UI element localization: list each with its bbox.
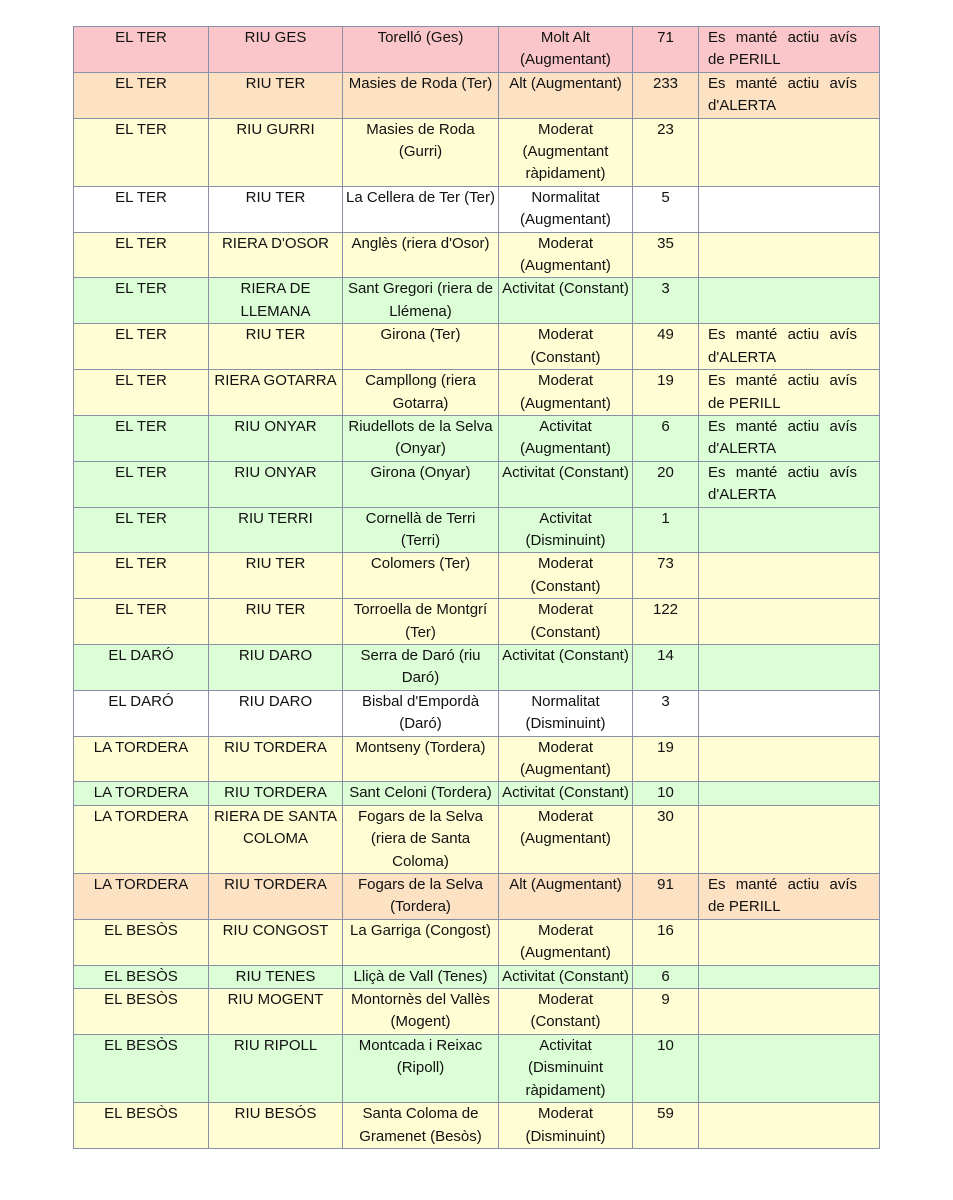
table-row [74, 278, 880, 324]
status-cell: Alt (Augmentant) [499, 72, 633, 118]
warning-note-cell: Es manté actiu avís d'ALERTA [699, 415, 880, 461]
value-cell: 91 [633, 874, 699, 920]
warning-note-cell: Es manté actiu avís d'ALERTA [699, 324, 880, 370]
table-row [74, 415, 880, 461]
river-cell: RIU TER [209, 324, 343, 370]
basin-cell: EL TER [74, 118, 209, 186]
warning-note-cell [699, 1103, 880, 1149]
river-cell: RIU TER [209, 553, 343, 599]
basin-cell: EL BESÒS [74, 1034, 209, 1102]
river-cell: RIU ONYAR [209, 415, 343, 461]
station-cell: Campllong (riera Gotarra) [343, 370, 499, 416]
station-cell: Serra de Daró (riu Daró) [343, 644, 499, 690]
status-cell: Activitat (Constant) [499, 782, 633, 805]
value-cell: 59 [633, 1103, 699, 1149]
status-cell: Activitat (Constant) [499, 965, 633, 988]
status-cell: Moderat (Constant) [499, 324, 633, 370]
river-cell: RIU TENES [209, 965, 343, 988]
warning-note-cell [699, 805, 880, 873]
basin-cell: EL TER [74, 186, 209, 232]
station-cell: Fogars de la Selva (riera de Santa Coloma) [343, 805, 499, 873]
warning-note-cell [699, 232, 880, 278]
basin-cell: EL TER [74, 599, 209, 645]
station-cell: Anglès (riera d'Osor) [343, 232, 499, 278]
table-row [74, 370, 880, 416]
status-cell: Moderat (Disminuint) [499, 1103, 633, 1149]
table-body [74, 27, 880, 1149]
status-cell: Moderat (Augmentant) [499, 736, 633, 782]
warning-note-cell [699, 644, 880, 690]
warning-note-cell [699, 186, 880, 232]
table-row [74, 965, 880, 988]
warning-note-cell: Es manté actiu avís d'ALERTA [699, 461, 880, 507]
warning-note-cell: Es manté actiu avís de PERILL [699, 370, 880, 416]
value-cell: 71 [633, 27, 699, 73]
table-row [74, 690, 880, 736]
value-cell: 6 [633, 415, 699, 461]
river-cell: RIU GES [209, 27, 343, 73]
station-cell: Montseny (Tordera) [343, 736, 499, 782]
status-cell: Activitat (Constant) [499, 461, 633, 507]
status-cell: Moderat (Augmentant) [499, 370, 633, 416]
warning-note-cell [699, 278, 880, 324]
station-cell: Masies de Roda (Ter) [343, 72, 499, 118]
value-cell: 16 [633, 919, 699, 965]
station-cell: Cornellà de Terri (Terri) [343, 507, 499, 553]
river-cell: RIU RIPOLL [209, 1034, 343, 1102]
value-cell: 73 [633, 553, 699, 599]
table-row [74, 27, 880, 73]
basin-cell: EL TER [74, 507, 209, 553]
river-cell: RIU TORDERA [209, 874, 343, 920]
basin-cell: LA TORDERA [74, 782, 209, 805]
basin-cell: EL TER [74, 232, 209, 278]
station-cell: Montcada i Reixac (Ripoll) [343, 1034, 499, 1102]
river-cell: RIU TER [209, 72, 343, 118]
river-cell: RIU TORDERA [209, 782, 343, 805]
status-cell: Normalitat (Disminuint) [499, 690, 633, 736]
warning-note-cell [699, 1034, 880, 1102]
table-row [74, 989, 880, 1035]
status-cell: Moderat (Constant) [499, 989, 633, 1035]
station-cell: Colomers (Ter) [343, 553, 499, 599]
basin-cell: EL TER [74, 553, 209, 599]
table-row [74, 599, 880, 645]
basin-cell: EL TER [74, 324, 209, 370]
station-cell: Bisbal d'Empordà (Daró) [343, 690, 499, 736]
station-cell: Girona (Ter) [343, 324, 499, 370]
river-cell: RIERA DE SANTA COLOMA [209, 805, 343, 873]
station-cell: Lliçà de Vall (Tenes) [343, 965, 499, 988]
warning-note-cell [699, 690, 880, 736]
basin-cell: LA TORDERA [74, 874, 209, 920]
river-levels-table [73, 26, 880, 1149]
status-cell: Moderat (Constant) [499, 599, 633, 645]
status-cell: Activitat (Constant) [499, 644, 633, 690]
value-cell: 30 [633, 805, 699, 873]
river-cell: RIU ONYAR [209, 461, 343, 507]
warning-note-cell [699, 989, 880, 1035]
status-cell: Moderat (Augmentant) [499, 805, 633, 873]
value-cell: 9 [633, 989, 699, 1035]
station-cell: Fogars de la Selva (Tordera) [343, 874, 499, 920]
warning-note-cell: Es manté actiu avís de PERILL [699, 27, 880, 73]
table-row [74, 507, 880, 553]
status-cell: Moderat (Constant) [499, 553, 633, 599]
value-cell: 6 [633, 965, 699, 988]
river-cell: RIU TERRI [209, 507, 343, 553]
station-cell: La Garriga (Congost) [343, 919, 499, 965]
river-cell: RIU GURRI [209, 118, 343, 186]
table-row [74, 736, 880, 782]
warning-note-cell [699, 919, 880, 965]
basin-cell: EL DARÓ [74, 690, 209, 736]
warning-note-cell [699, 507, 880, 553]
river-cell: RIU MOGENT [209, 989, 343, 1035]
basin-cell: EL TER [74, 370, 209, 416]
river-cell: RIU TER [209, 186, 343, 232]
value-cell: 1 [633, 507, 699, 553]
table-row [74, 72, 880, 118]
value-cell: 10 [633, 1034, 699, 1102]
status-cell: Normalitat (Augmentant) [499, 186, 633, 232]
station-cell: La Cellera de Ter (Ter) [343, 186, 499, 232]
station-cell: Riudellots de la Selva (Onyar) [343, 415, 499, 461]
basin-cell: LA TORDERA [74, 736, 209, 782]
status-cell: Moderat (Augmentant) [499, 919, 633, 965]
status-cell: Moderat (Augmentant) [499, 232, 633, 278]
station-cell: Montornès del Vallès (Mogent) [343, 989, 499, 1035]
basin-cell: EL TER [74, 415, 209, 461]
status-cell: Activitat (Augmentant) [499, 415, 633, 461]
status-cell: Moderat (Augmentant ràpidament) [499, 118, 633, 186]
basin-cell: EL BESÒS [74, 965, 209, 988]
river-cell: RIU TORDERA [209, 736, 343, 782]
table-row [74, 805, 880, 873]
table-row [74, 644, 880, 690]
value-cell: 49 [633, 324, 699, 370]
status-cell: Activitat (Disminuint) [499, 507, 633, 553]
station-cell: Torelló (Ges) [343, 27, 499, 73]
warning-note-cell [699, 736, 880, 782]
status-cell: Molt Alt (Augmentant) [499, 27, 633, 73]
basin-cell: EL BESÒS [74, 989, 209, 1035]
value-cell: 233 [633, 72, 699, 118]
river-cell: RIERA D'OSOR [209, 232, 343, 278]
value-cell: 19 [633, 736, 699, 782]
basin-cell: LA TORDERA [74, 805, 209, 873]
warning-note-cell [699, 118, 880, 186]
river-cell: RIU CONGOST [209, 919, 343, 965]
station-cell: Sant Gregori (riera de Llémena) [343, 278, 499, 324]
table-row [74, 919, 880, 965]
table-row [74, 118, 880, 186]
station-cell: Sant Celoni (Tordera) [343, 782, 499, 805]
station-cell: Girona (Onyar) [343, 461, 499, 507]
table-row [74, 186, 880, 232]
value-cell: 23 [633, 118, 699, 186]
warning-note-cell: Es manté actiu avís de PERILL [699, 874, 880, 920]
river-cell: RIU BESÓS [209, 1103, 343, 1149]
warning-note-cell [699, 965, 880, 988]
value-cell: 10 [633, 782, 699, 805]
basin-cell: EL TER [74, 27, 209, 73]
river-cell: RIU DARO [209, 644, 343, 690]
table-row [74, 782, 880, 805]
river-cell: RIU TER [209, 599, 343, 645]
value-cell: 3 [633, 690, 699, 736]
basin-cell: EL TER [74, 72, 209, 118]
warning-note-cell: Es manté actiu avís d'ALERTA [699, 72, 880, 118]
table-row [74, 553, 880, 599]
table-row [74, 461, 880, 507]
table-row [74, 232, 880, 278]
river-cell: RIU DARO [209, 690, 343, 736]
station-cell: Torroella de Montgrí (Ter) [343, 599, 499, 645]
status-cell: Alt (Augmentant) [499, 874, 633, 920]
table-row [74, 1034, 880, 1102]
basin-cell: EL TER [74, 278, 209, 324]
basin-cell: EL BESÒS [74, 1103, 209, 1149]
table-row [74, 324, 880, 370]
value-cell: 3 [633, 278, 699, 324]
river-cell: RIERA GOTARRA [209, 370, 343, 416]
station-cell: Santa Coloma de Gramenet (Besòs) [343, 1103, 499, 1149]
basin-cell: EL TER [74, 461, 209, 507]
basin-cell: EL DARÓ [74, 644, 209, 690]
basin-cell: EL BESÒS [74, 919, 209, 965]
value-cell: 122 [633, 599, 699, 645]
station-cell: Masies de Roda (Gurri) [343, 118, 499, 186]
value-cell: 19 [633, 370, 699, 416]
table-row [74, 874, 880, 920]
river-cell: RIERA DE LLEMANA [209, 278, 343, 324]
warning-note-cell [699, 782, 880, 805]
warning-note-cell [699, 553, 880, 599]
status-cell: Activitat (Disminuint ràpidament) [499, 1034, 633, 1102]
value-cell: 20 [633, 461, 699, 507]
value-cell: 35 [633, 232, 699, 278]
table-row [74, 1103, 880, 1149]
value-cell: 5 [633, 186, 699, 232]
status-cell: Activitat (Constant) [499, 278, 633, 324]
value-cell: 14 [633, 644, 699, 690]
warning-note-cell [699, 599, 880, 645]
